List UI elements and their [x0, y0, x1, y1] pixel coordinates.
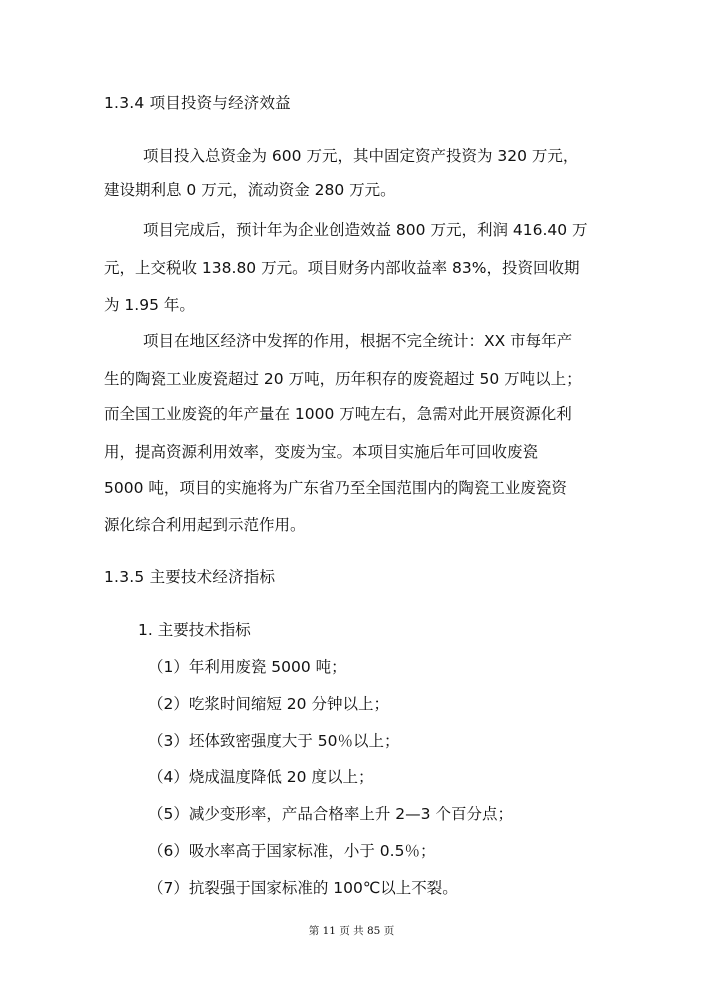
- list-item: （3）坯体致密强度大于 50％以上；: [148, 732, 400, 750]
- list-item: （1）年利用废瓷 5000 吨；: [148, 658, 347, 676]
- paragraph-line: 用，提高资源利用效率，变废为宝。本项目实施后年可回收废瓷: [104, 443, 539, 461]
- section-heading-1-3-4: 1.3.4 项目投资与经济效益: [104, 94, 291, 112]
- paragraph-line: 而全国工业废瓷的年产量在 1000 万吨左右，急需对此开展资源化利: [104, 405, 572, 423]
- page-number-footer: 第 11 页 共 85 页: [308, 925, 395, 937]
- paragraph-line: 项目完成后，预计年为企业创造效益 800 万元，利润 416.40 万: [143, 221, 588, 239]
- section-heading-1-3-5: 1.3.5 主要技术经济指标: [104, 568, 276, 586]
- list-item: （5）减少变形率，产品合格率上升 2—3 个百分点；: [148, 805, 513, 823]
- list-item: （2）吃浆时间缩短 20 分钟以上；: [148, 695, 389, 713]
- paragraph-line: 5000 吨，项目的实施将为广东省乃至全国范围内的陶瓷工业废瓷资: [104, 479, 567, 497]
- paragraph-line: 项目投入总资金为 600 万元，其中固定资产投资为 320 万元，: [143, 147, 579, 165]
- paragraph-line: 元，上交税收 138.80 万元。项目财务内部收益率 83%，投资回收期: [104, 259, 580, 277]
- paragraph-line: 建设期利息 0 万元，流动资金 280 万元。: [104, 181, 396, 199]
- subheading-technical-indicators: 1. 主要技术指标: [138, 621, 251, 639]
- list-item: （7）抗裂强于国家标准的 100℃以上不裂。: [148, 879, 458, 897]
- list-item: （4）烧成温度降低 20 度以上；: [148, 768, 374, 786]
- paragraph-line: 项目在地区经济中发挥的作用，根据不完全统计：XX 市每年产: [143, 332, 573, 350]
- paragraph-line: 为 1.95 年。: [104, 296, 195, 314]
- paragraph-line: 生的陶瓷工业废瓷超过 20 万吨，历年积存的废瓷超过 50 万吨以上；: [104, 370, 582, 388]
- paragraph-line: 源化综合利用起到示范作用。: [104, 516, 306, 534]
- list-item: （6）吸水率高于国家标准，小于 0.5％；: [148, 842, 436, 860]
